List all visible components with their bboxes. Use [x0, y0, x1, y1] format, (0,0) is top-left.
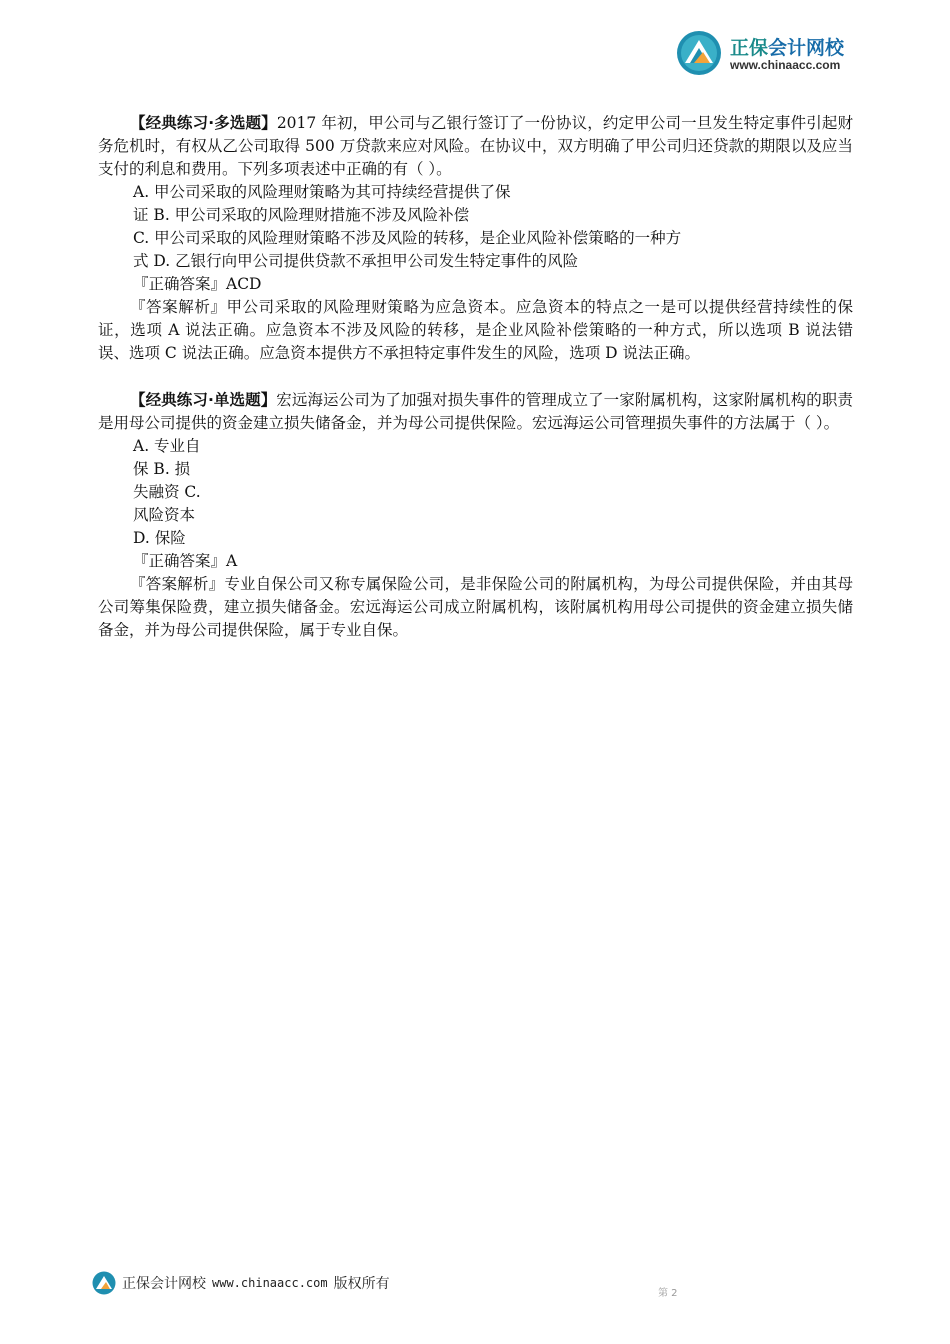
footer-brand: 正保会计网校	[122, 1276, 206, 1292]
page-number: 第 2	[658, 1288, 678, 1299]
question-1-tag: 【经典练习·多选题】	[130, 114, 277, 132]
logo[interactable]	[676, 30, 861, 76]
question-1-stem: 【经典练习·多选题】2017 年初，甲公司与乙银行签订了一份协议，约定甲公司一旦发生特定事件引起财务危机时，有权从乙公司取得 500 万贷款来应对风险。在协议中，双方明确了甲公司归还贷款的期限以及应当支付的利息和费用。下列多项表述中正确的有（ ）。	[98, 114, 853, 178]
footer-logo-icon	[92, 1271, 116, 1295]
question-1-option-line: C. 甲公司采取的风险理财策略不涉及风险的转移，是企业风险补偿策略的一种方	[133, 229, 682, 247]
question-2-analysis: 『答案解析』专业自保公司又称专属保险公司，是非保险公司的附属机构，为母公司提供保险，并由其母公司筹集保险费，建立损失储备金。宏远海运公司成立附属机构，该附属机构用母公司提供的资金建立损失储备金，并为母公司提供保险，属于专业自保。	[98, 575, 853, 639]
footer-url[interactable]: www.chinaacc.com	[212, 1276, 328, 1290]
footer-rights: 版权所有	[333, 1276, 390, 1292]
question-2-option-line: 保 B. 损	[133, 460, 191, 478]
question-2-tag: 【经典练习·单选题】	[130, 391, 277, 409]
question-2-option-line: D. 保险	[133, 529, 186, 547]
document-content	[98, 112, 853, 642]
question-2-stem: 【经典练习·单选题】宏远海运公司为了加强对损失事件的管理成立了一家附属机构，这家附属机构的职责是用母公司提供的资金建立损失储备金，并为母公司提供保险。宏远海运公司管理损失事件的方法属于（ ）。	[98, 391, 853, 432]
question-2-option-line: 失融资 C.	[133, 483, 201, 501]
question-2-option-line: A. 专业自	[133, 437, 201, 455]
logo-url: www.chinaacc.com	[730, 58, 841, 72]
question-2-option-line: 风险资本	[133, 506, 196, 524]
question-1-option-line: A. 甲公司采取的风险理财策略为其可持续经营提供了保	[133, 183, 511, 201]
logo-icon	[676, 30, 722, 76]
question-1-analysis: 『答案解析』甲公司采取的风险理财策略为应急资本。应急资本的特点之一是可以提供经营持续性的保证，选项 A 说法正确。应急资本不涉及风险的转移，是企业风险补偿策略的一种方式，所以选项 B 说法错误、选项 C 说法正确。应急资本提供方不承担特定事件发生的风险，选项 D 说法正确。	[98, 298, 853, 362]
question-1-option-line: 式 D. 乙银行向甲公司提供贷款不承担甲公司发生特定事件的风险	[133, 252, 579, 270]
logo-name: 正保会计网校	[730, 37, 845, 59]
question-1-answer: 『正确答案』ACD	[133, 275, 262, 293]
header-text	[98, 52, 338, 64]
footer	[92, 1270, 390, 1296]
question-2-answer: 『正确答案』A	[133, 552, 238, 570]
question-1-option-line: 证 B. 甲公司采取的风险理财措施不涉及风险补偿	[133, 206, 470, 224]
